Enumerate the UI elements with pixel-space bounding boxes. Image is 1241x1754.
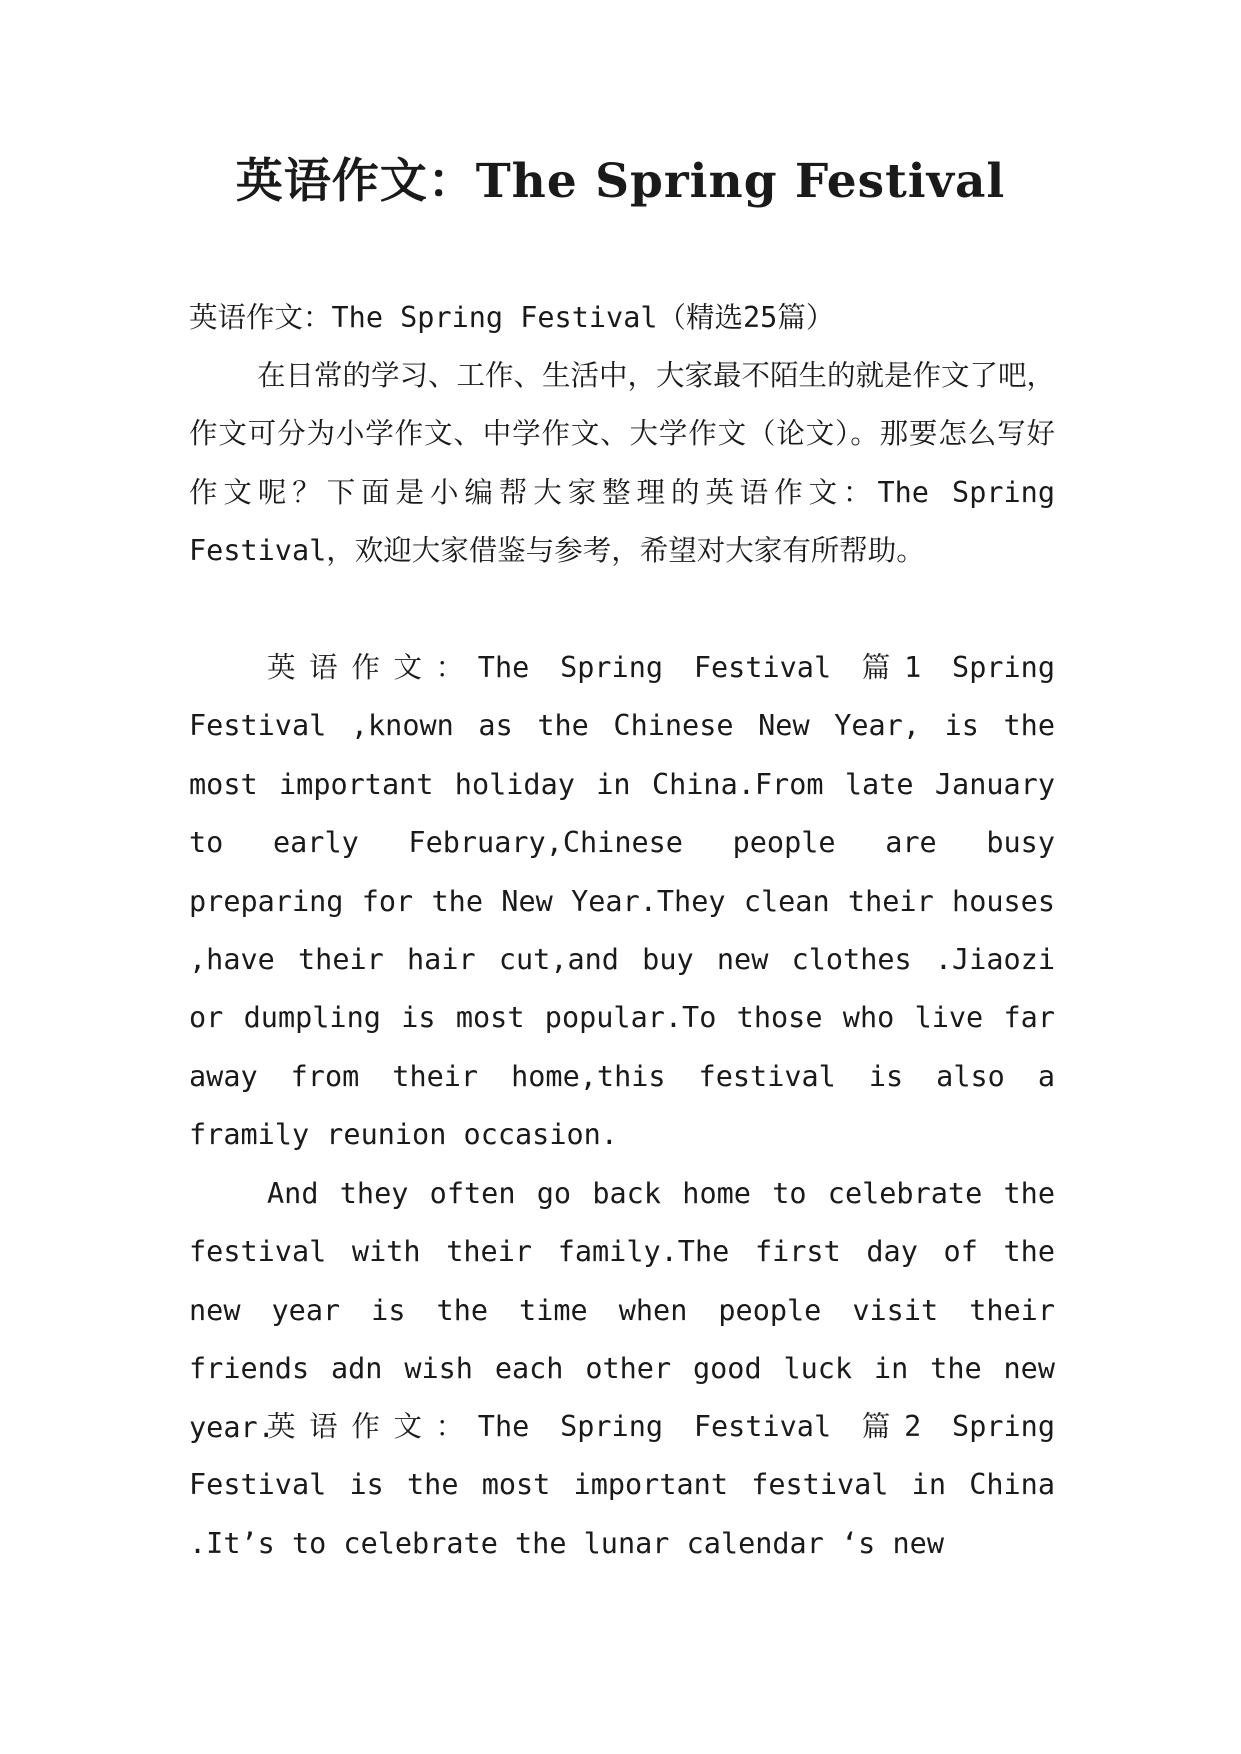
document-title: 英语作文：The Spring Festival: [235, 154, 1006, 209]
essay-2-paragraph: 英语作文：The Spring Festival 篇2 Spring Festival is the most important festival in China .It’s to celebrate the lunar calendar ‘s new: [189, 1410, 1055, 1560]
essay-1-continuation-paragraph: And they often go back home to celebrate the festival with their family.The first day of the new year is the time when people visit their friends adn wish each other good luck in the new year.: [189, 1177, 1055, 1444]
intro-paragraph: 在日常的学习、工作、生活中，大家最不陌生的就是作文了吧，作文可分为小学作文、中学作文、大学作文（论文）。那要怎么写好作文呢？下面是小编帮大家整理的英语作文：The Spring Festival，欢迎大家借鉴与参考，希望对大家有所帮助。: [189, 359, 1056, 568]
document-subtitle: 英语作文：The Spring Festival（精选25篇）: [189, 301, 835, 334]
essay-1-paragraph: 英语作文：The Spring Festival 篇1 Spring Festival ,known as the Chinese New Year, is the most important holiday in China.From late January to early February,Chinese people are busy preparing for the New Year.They clean their houses ,have their hair cut,and buy new clothes .Jiaozi or dumpling is most popular.To those who live far away from their home,this festival is also a framily reunion occasion.: [189, 651, 1055, 1152]
